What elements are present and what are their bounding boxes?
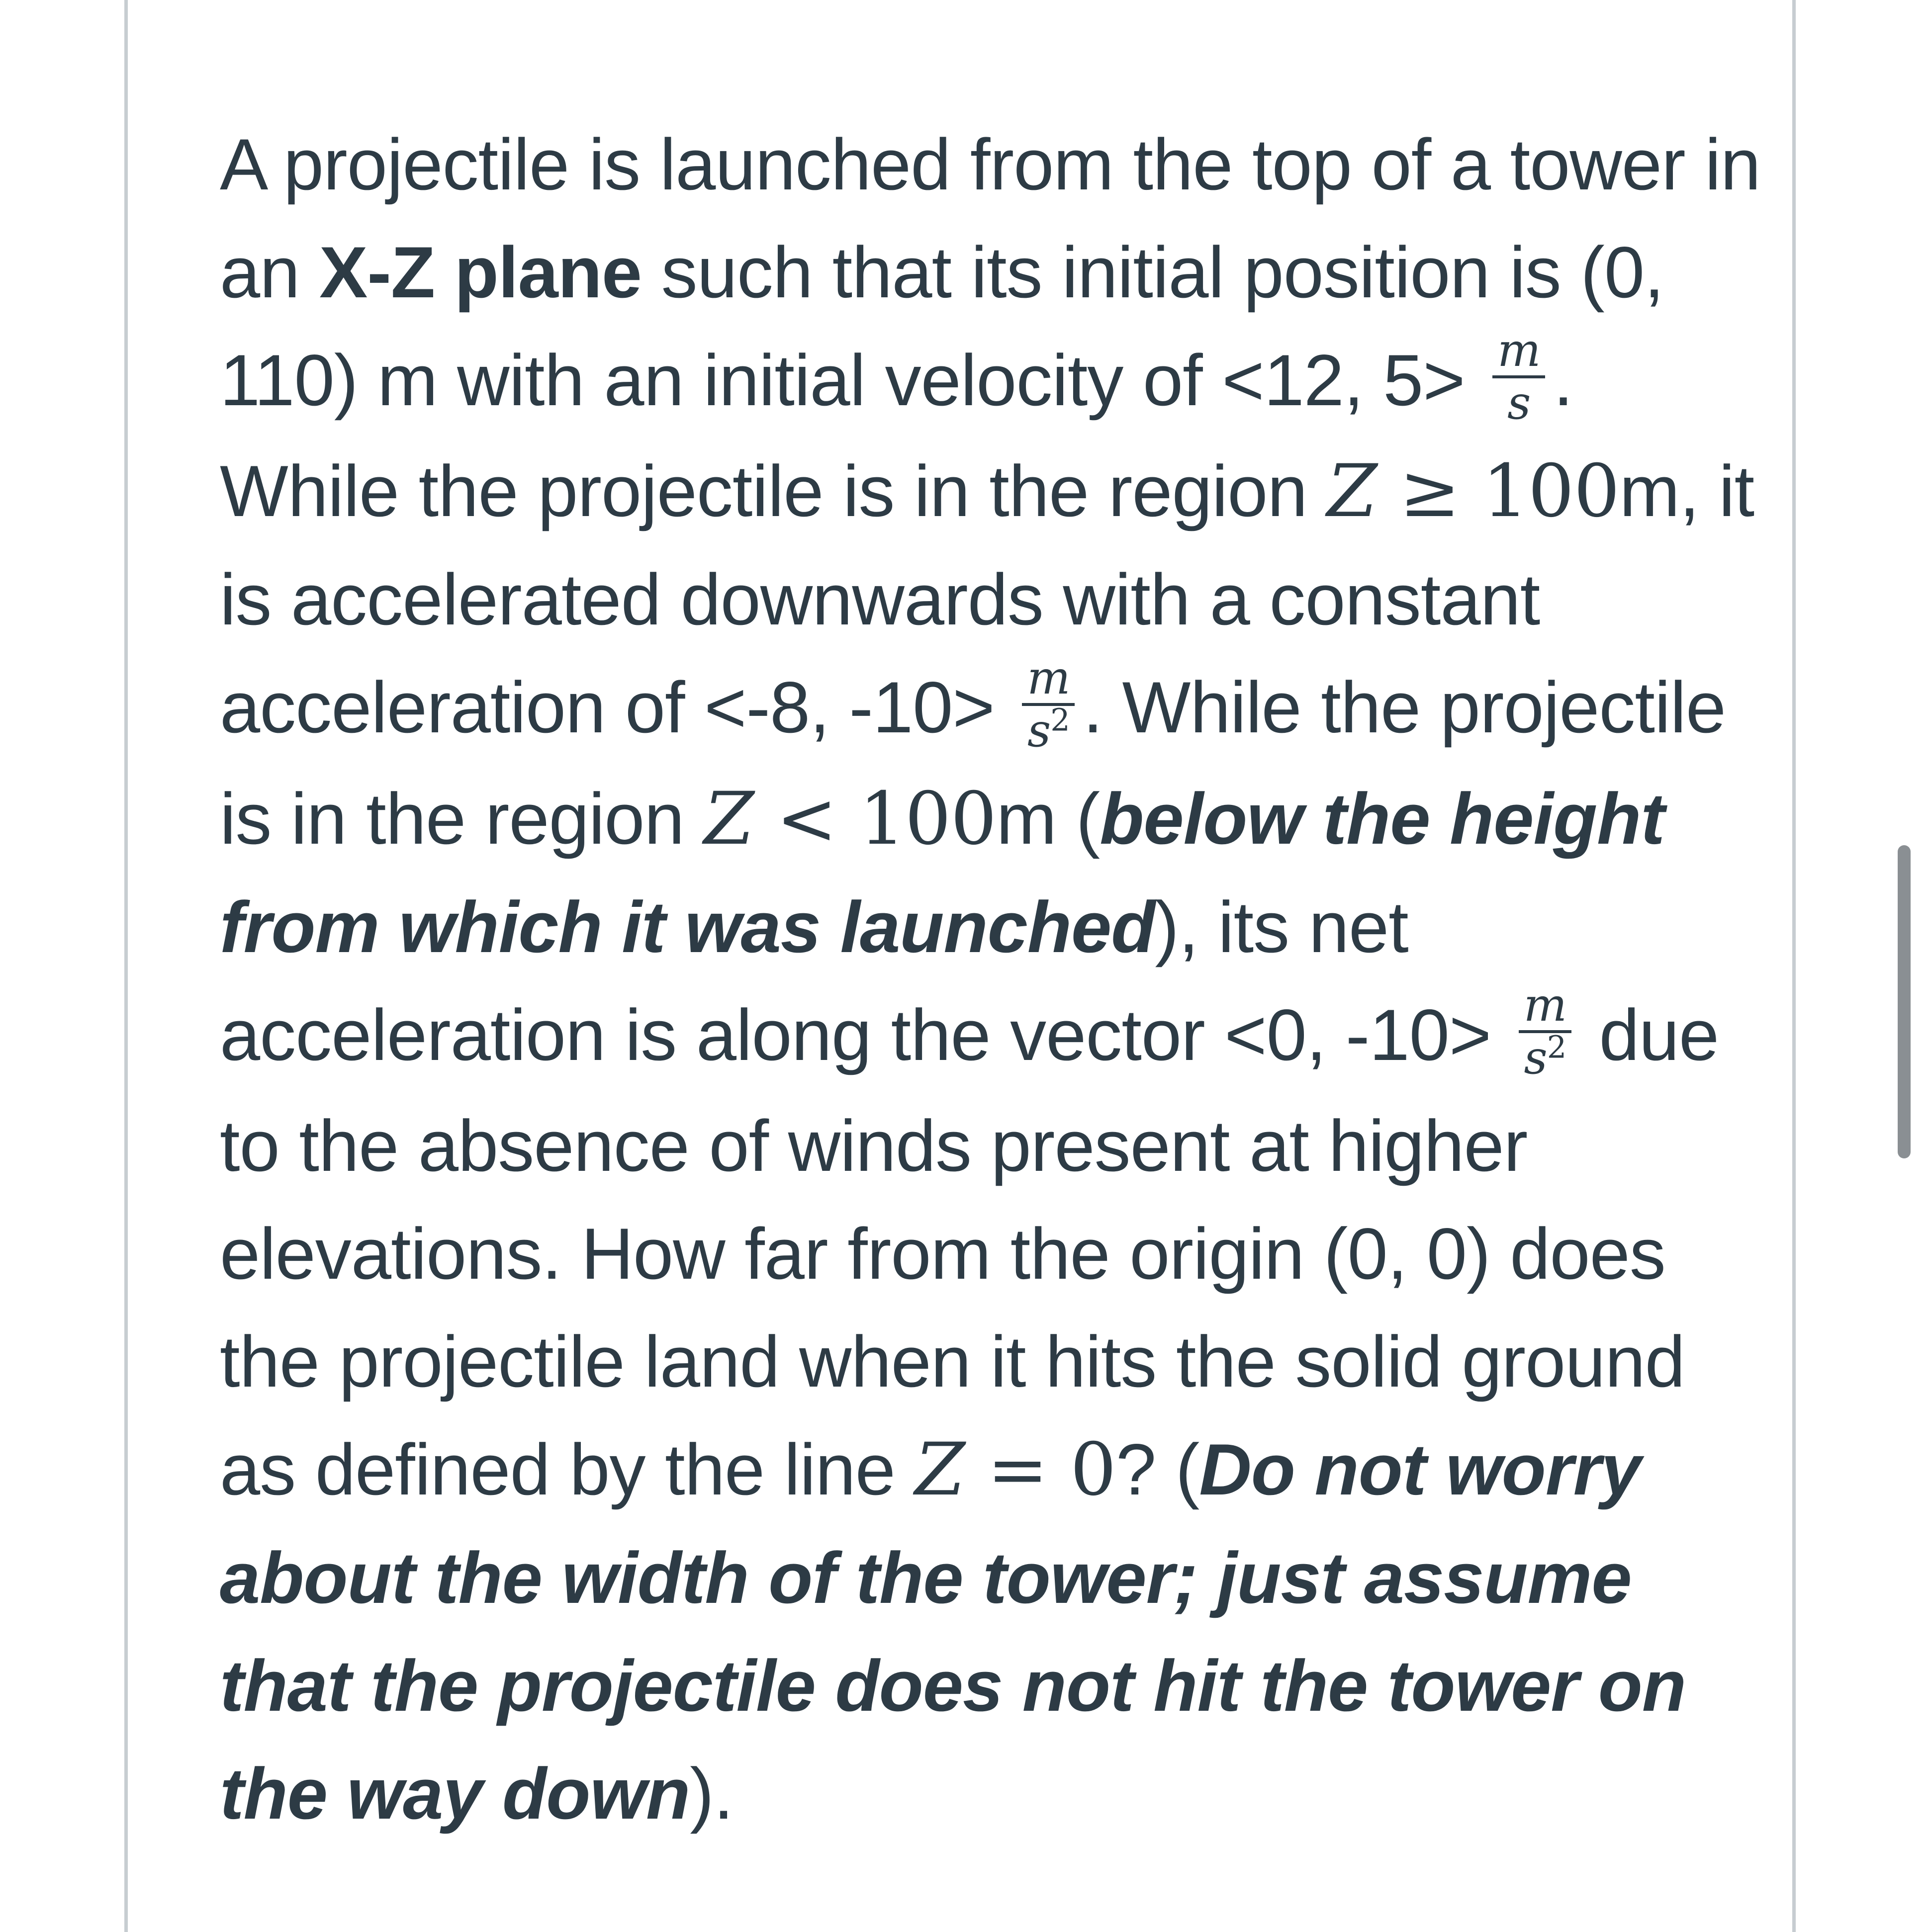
- fraction-denominator-base: s: [1524, 1031, 1547, 1085]
- fraction-denominator: [1492, 378, 1545, 428]
- question-text-part: such that its initial position is (0, 110) m with an initial velocity of <12, 5>: [220, 232, 1664, 421]
- acceleration-unit-fraction: [1022, 653, 1075, 756]
- ground-line-math: Z = 0: [915, 1427, 1116, 1512]
- scrollbar-thumb[interactable]: [1898, 845, 1911, 1158]
- region-upper-math: Z ≥ 100: [1327, 449, 1620, 534]
- question-text: [220, 110, 1771, 1847]
- question-text-part: ).: [690, 1753, 734, 1835]
- question-text-part: m, it is accelerated downwards with a constant acceleration of <-8, -10>: [220, 450, 1754, 748]
- question-text-part: due to the absence of winds present at higher elevations. How far from the origin (0, 0) does the projectile land when it hits the solid ground as defined by the line: [220, 994, 1719, 1510]
- fraction-denominator-base: s: [1507, 376, 1531, 430]
- math-variable-z: Z: [1327, 449, 1377, 534]
- question-content: [220, 110, 1771, 1847]
- question-text-part: ), its net acceleration is along the vector <0, -10>: [220, 886, 1511, 1075]
- fraction-denominator-exponent: 2: [1547, 1029, 1566, 1065]
- fraction-numerator: m: [1519, 980, 1571, 1033]
- acceleration-unit-fraction: [1519, 980, 1571, 1083]
- question-text-part: A projectile is launched from the top of a tower in an: [220, 124, 1760, 313]
- fraction-denominator-base: s: [1027, 703, 1051, 757]
- fraction-numerator: m: [1022, 653, 1075, 706]
- question-text-part: . While the projectile is in the region: [220, 340, 1573, 532]
- content-frame-left-border: [124, 0, 128, 1932]
- emphasis-below-height: below the height from which it was launched: [220, 778, 1664, 967]
- question-text-part: . While the projectile is in the region: [220, 667, 1726, 859]
- question-text-part: ? (: [1115, 1429, 1199, 1510]
- fraction-denominator: [1519, 1029, 1571, 1085]
- content-frame-right-border: [1792, 0, 1796, 1932]
- velocity-unit-fraction: [1492, 326, 1545, 428]
- math-variable-z: Z: [704, 776, 754, 861]
- emphasis-tower-note: Do not worry about the width of the tower; just assume that the projectile does not hit the tower on the way down: [220, 1429, 1686, 1835]
- fraction-numerator: m: [1492, 326, 1545, 378]
- region-lower-math: Z < 100: [704, 776, 997, 861]
- plane-name: X-Z plane: [319, 232, 642, 313]
- math-variable-z: Z: [915, 1427, 965, 1512]
- question-text-part: m (: [996, 778, 1100, 859]
- fraction-denominator: [1022, 702, 1075, 757]
- fraction-denominator-exponent: 2: [1050, 702, 1070, 738]
